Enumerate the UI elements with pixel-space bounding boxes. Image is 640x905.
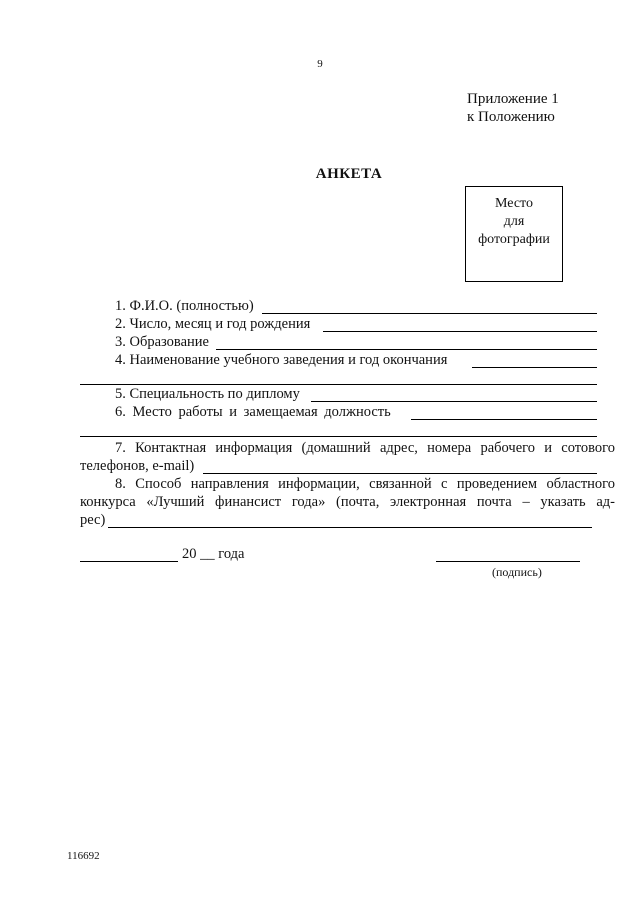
photo-label-3: фотографии xyxy=(478,232,550,247)
date-day-month-line[interactable] xyxy=(80,561,178,562)
field-school-label: 4. Наименование учебного заведения и год окончания xyxy=(115,352,448,368)
field-workplace-label: 6. Место работы и замещаемая должность xyxy=(115,404,391,420)
appendix-line-1: Приложение 1 xyxy=(467,91,559,107)
field-method-label-2: конкурса «Лучший финансист года» (почта, электронная почта – указать ад- xyxy=(80,494,615,510)
appendix-label xyxy=(467,90,559,126)
field-method-line[interactable] xyxy=(108,527,592,528)
field-workplace-line-2[interactable] xyxy=(80,436,597,437)
field-birthdate-line[interactable] xyxy=(323,331,597,332)
field-fio-label: 1. Ф.И.О. (полностью) xyxy=(115,298,254,314)
page-number: 9 xyxy=(317,58,323,70)
field-workplace-line[interactable] xyxy=(411,419,597,420)
photo-placeholder xyxy=(465,186,563,282)
photo-label-1: Место xyxy=(495,196,533,211)
field-specialty-label: 5. Специальность по диплому xyxy=(115,386,300,402)
field-method-label-3: рес) xyxy=(80,512,106,528)
field-school-line[interactable] xyxy=(472,367,597,368)
signature-caption: (подпись) xyxy=(492,565,542,579)
photo-label-2: для xyxy=(503,214,525,229)
field-education-label: 3. Образование xyxy=(115,334,209,350)
field-contact-label-1: 7. Контактная информация (домашний адрес, номера рабочего и сотового xyxy=(115,440,615,456)
field-contact-label-2: телефонов, e-mail) xyxy=(80,458,195,474)
field-birthdate-label: 2. Число, месяц и год рождения xyxy=(115,316,311,332)
form-title: АНКЕТА xyxy=(315,166,383,182)
field-contact-line[interactable] xyxy=(203,473,597,474)
field-specialty-line[interactable] xyxy=(311,401,597,402)
document-code: 116692 xyxy=(67,850,100,862)
field-education-line[interactable] xyxy=(216,349,597,350)
signature-line[interactable] xyxy=(436,561,580,562)
appendix-line-2: к Положению xyxy=(467,109,555,125)
field-method-label-1: 8. Способ направления информации, связанной с проведением областного xyxy=(115,476,615,492)
date-year-text: 20 __ года xyxy=(182,546,245,562)
field-school-line-2[interactable] xyxy=(80,384,597,385)
field-fio-line[interactable] xyxy=(262,313,597,314)
